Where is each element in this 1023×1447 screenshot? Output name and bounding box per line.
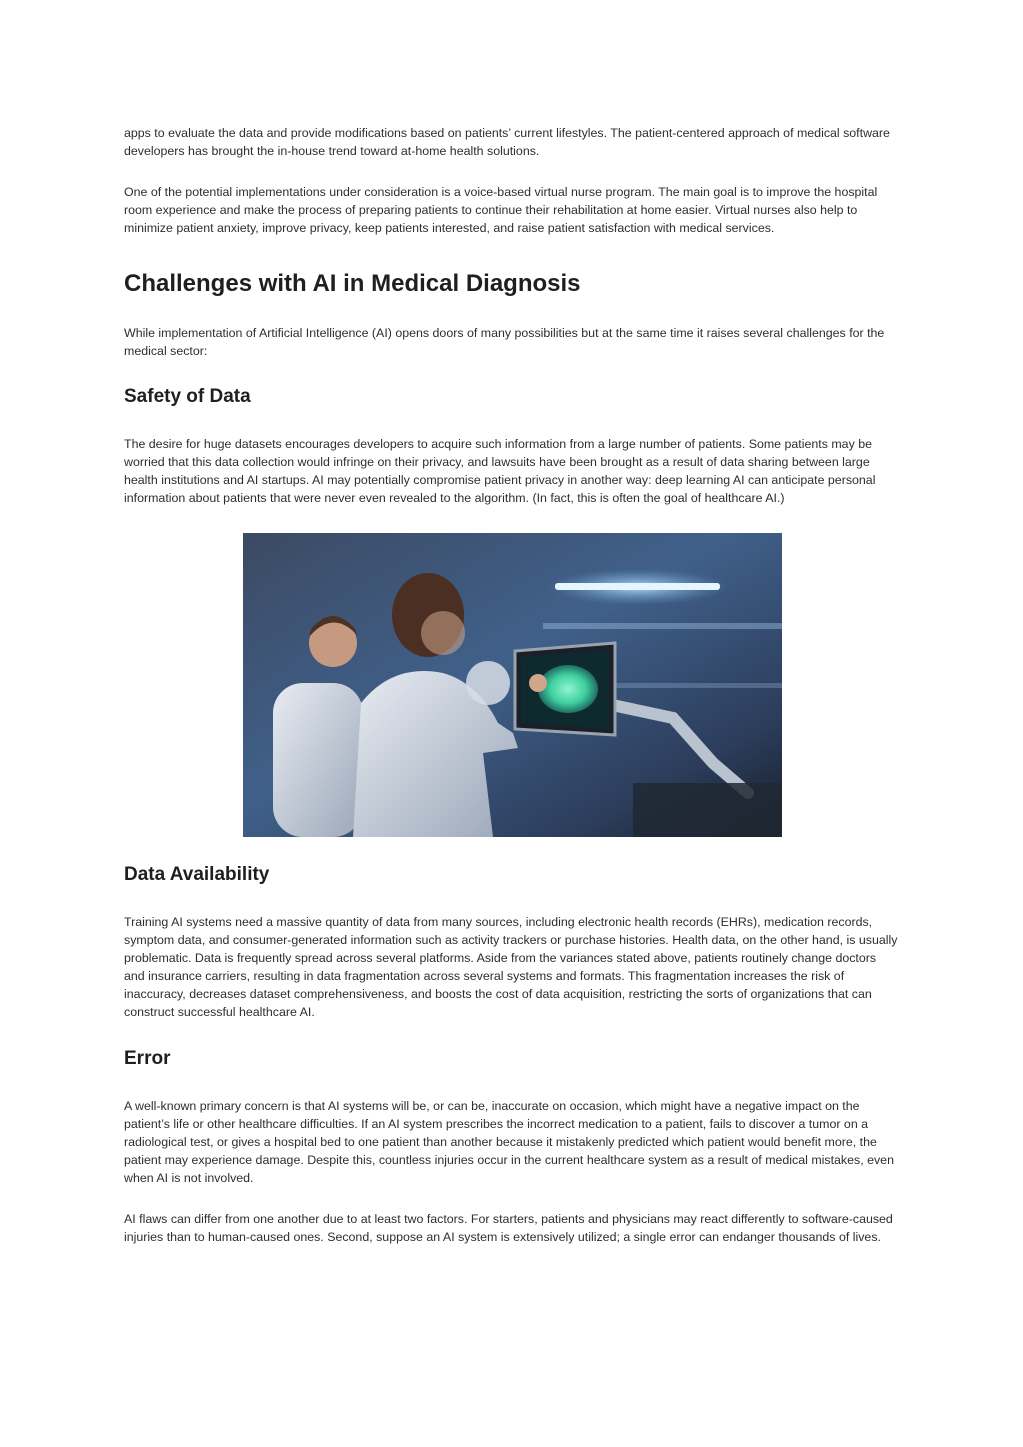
heading-data-availability: Data Availability bbox=[124, 864, 270, 885]
heading-error: Error bbox=[124, 1048, 171, 1069]
paragraph-challenges-intro: While implementation of Artificial Intelligence (AI) opens doors of many possibilities but at the same time it raises several challenges for the medical sector: bbox=[124, 326, 885, 358]
lab-illustration bbox=[243, 533, 782, 837]
ceiling-light bbox=[555, 583, 720, 590]
paragraph-error-1: A well-known primary concern is that AI systems will be, or can be, inaccurate on occasion, which might have a negative impact on the patient’s life or other healthcare difficulties. If an AI system prescribes the incorrect medication to a patient, fails to discover a tumor on a radiological test, or gives a hospital bed to one patient than another because it mistakenly predicted which patient would benefit more, the patient may experience damage. Despite this, countless injuries occur in the current healthcare system as a result of medical mistakes, even when AI is not involved. bbox=[124, 1099, 894, 1185]
paragraph-safety: The desire for huge datasets encourages developers to acquire such information from a large number of patients. Some patients may be worried that this data collection would infringe on their privacy, and lawsuits have been brought as a result of data sharing between large health institutions and AI startups. AI may potentially compromise patient privacy in another way: deep learning AI can anticipate personal information about patients that were never even revealed to the algorithm. (In fact, this is often the goal of healthcare AI.) bbox=[124, 437, 876, 505]
shelf bbox=[543, 623, 782, 629]
brain-scan bbox=[538, 665, 598, 713]
document-page bbox=[124, 124, 900, 1246]
paragraph-virtual-nurse: One of the potential implementations under consideration is a voice-based virtual nurse program. The main goal is to improve the hospital room experience and make the process of preparing patients to continue their rehabilitation at home easier. Virtual nurses also help to minimize patient anxiety, improve privacy, keep patients interested, and raise patient satisfaction with medical services. bbox=[124, 185, 878, 235]
desk bbox=[633, 783, 782, 837]
heading-safety-of-data: Safety of Data bbox=[124, 386, 251, 407]
paragraph-error-2: AI flaws can differ from one another due to at least two factors. For starters, patients and physicians may react differently to software-caused injuries than to human-caused ones. Second, suppose an AI system is extensively utilized; a single error can endanger thousands of lives. bbox=[124, 1212, 893, 1244]
doctor-woman-face bbox=[421, 611, 465, 655]
doctor-man-coat bbox=[273, 683, 363, 837]
heading-challenges: Challenges with AI in Medical Diagnosis bbox=[124, 270, 581, 297]
paragraph-availability: Training AI systems need a massive quantity of data from many sources, including electronic health records (EHRs), medication records, symptom data, and consumer-generated information such as activity trackers or purchase histories. Health data, on the other hand, is usually problematic. Data is frequently spread across several platforms. Aside from the variances stated above, patients routinely change doctors and insurance carriers, resulting in data fragmentation across several systems and formats. This fragmentation increases the risk of inaccuracy, decreases dataset comprehensiveness, and boosts the cost of data acquisition, restricting the sorts of organizations that can construct successful healthcare AI. bbox=[124, 915, 898, 1019]
patient-eeg-cap bbox=[466, 661, 510, 705]
figure-container bbox=[124, 533, 900, 837]
paragraph-intro-continued: apps to evaluate the data and provide modifications based on patients’ current lifestyles. The patient-centered approach of medical software developers has brought the in-house trend toward at-home health solutions. bbox=[124, 126, 890, 158]
hand bbox=[529, 674, 547, 692]
lab-photo bbox=[243, 533, 782, 837]
